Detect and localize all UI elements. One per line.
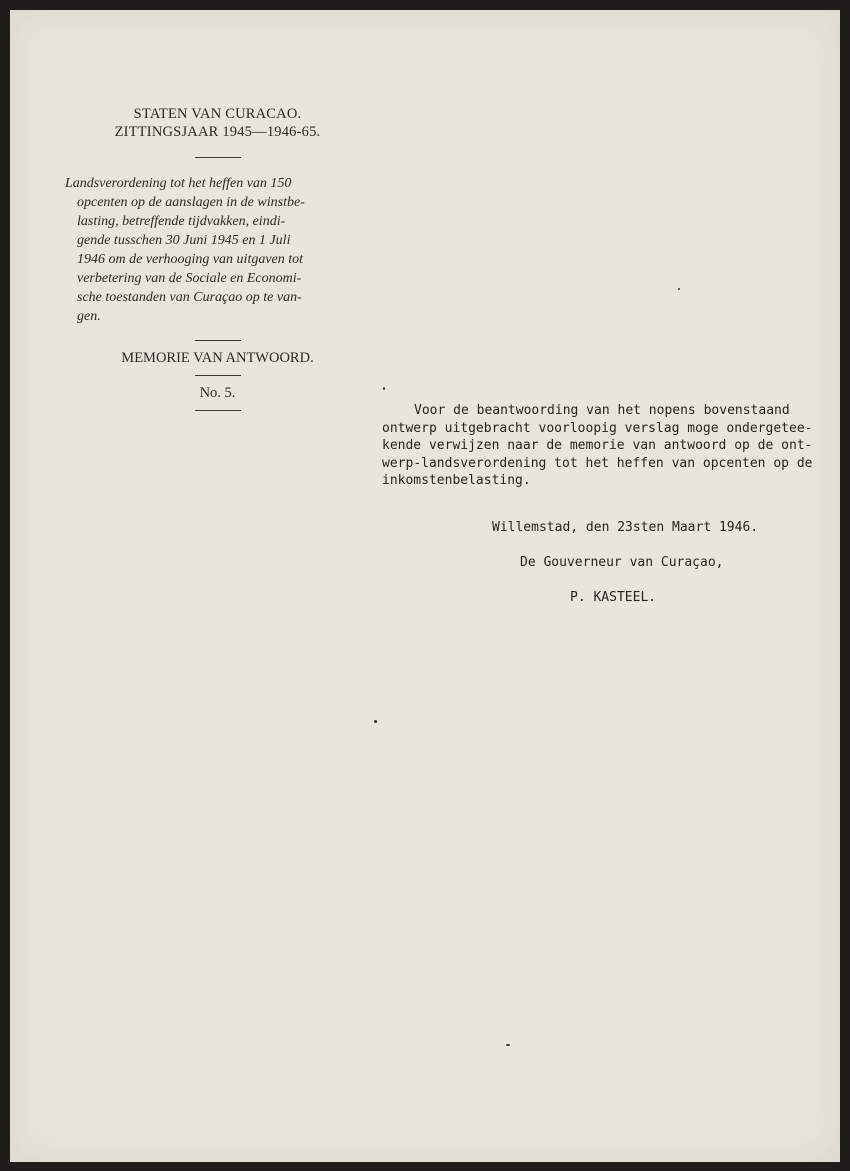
divider-rule bbox=[195, 157, 241, 158]
divider-rule bbox=[195, 410, 241, 411]
title-line: gende tusschen 30 Juni 1945 en 1 Juli bbox=[77, 233, 291, 248]
header-line-2: ZITTINGSJAAR 1945—1946-65. bbox=[114, 124, 321, 140]
title-line: opcenten op de aanslagen in de winstbe- bbox=[77, 195, 305, 210]
paper-speck bbox=[506, 1044, 510, 1046]
body-line: kende verwijzen naar de memorie van antwoord op de ont- bbox=[382, 438, 813, 454]
body-line: ontwerp uitgebracht voorloopig verslag moge ondergetee- bbox=[382, 420, 813, 436]
title-line: sche toestanden van Curaçao op te van- bbox=[77, 290, 302, 305]
signatory-title: De Gouverneur van Curaçao, bbox=[520, 555, 724, 570]
divider-rule bbox=[195, 340, 241, 341]
document-page bbox=[10, 10, 840, 1162]
document-number: No. 5. bbox=[199, 385, 236, 401]
header-line-1: STATEN VAN CURACAO. bbox=[133, 106, 302, 122]
divider-rule bbox=[195, 375, 241, 376]
ordinance-title bbox=[65, 174, 360, 326]
paper-speck bbox=[374, 720, 377, 723]
body-line: Voor de beantwoording van het nopens bovenstaand bbox=[414, 403, 790, 418]
signatory-name: P. KASTEEL. bbox=[570, 590, 657, 605]
body-line: inkomstenbelasting. bbox=[382, 473, 531, 489]
title-line: verbetering van de Sociale en Economi- bbox=[77, 271, 302, 286]
document-type: MEMORIE VAN ANTWOORD. bbox=[121, 350, 314, 366]
body-text bbox=[382, 402, 813, 490]
paper-speck bbox=[383, 387, 385, 390]
title-line: 1946 om de verhooging van uitgaven tot bbox=[77, 252, 304, 267]
body-paragraph bbox=[382, 402, 813, 490]
body-line: werp-landsverordening tot het heffen van opcenten op de bbox=[382, 455, 813, 471]
left-column bbox=[65, 105, 370, 411]
title-line: lasting, betreffende tijdvakken, eindi- bbox=[77, 214, 286, 229]
place-and-date: Willemstad, den 23sten Maart 1946. bbox=[492, 520, 759, 535]
paper-speck bbox=[678, 288, 680, 290]
title-line: gen. bbox=[77, 309, 101, 324]
title-line: Landsverordening tot het heffen van 150 bbox=[65, 176, 292, 191]
